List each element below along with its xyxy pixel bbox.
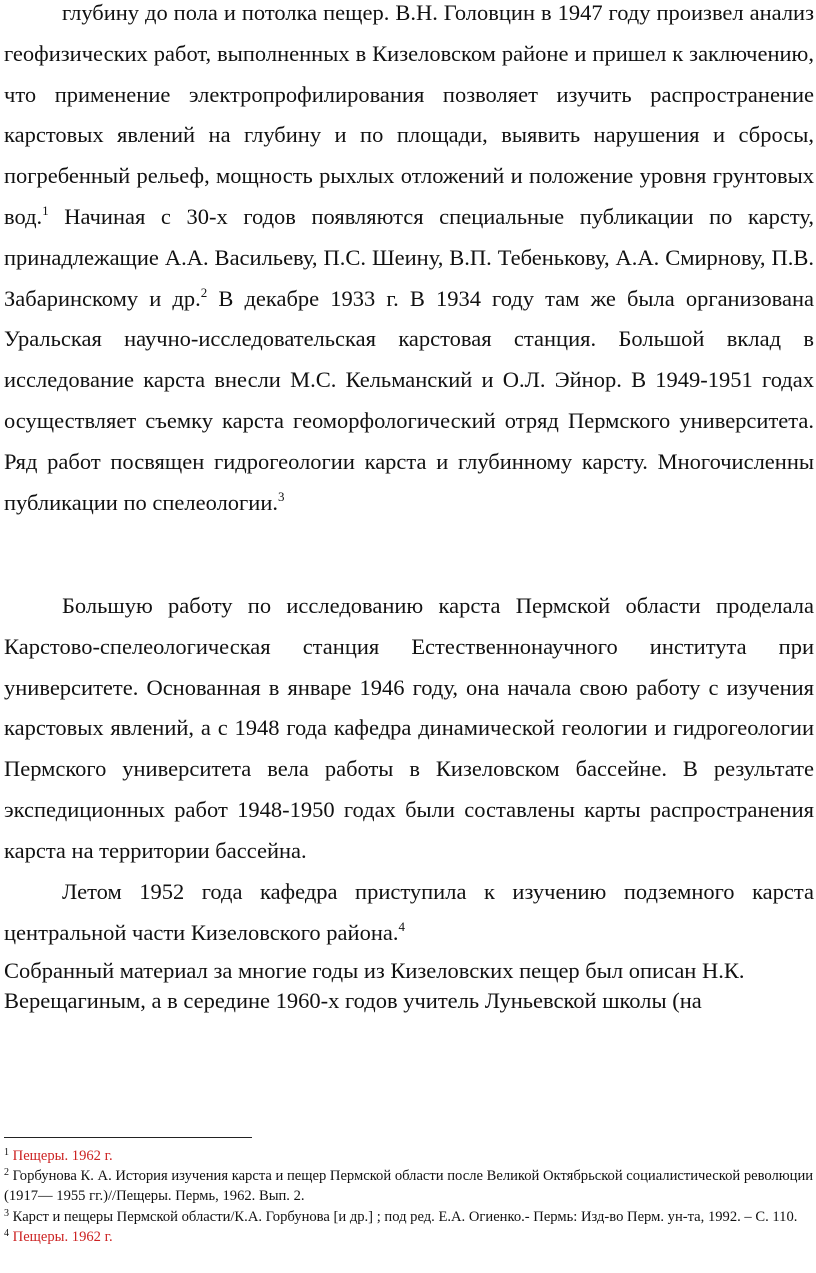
paragraph-3-text: Летом 1952 года кафедра приступила к изучению подземного карста центральной части Кизеловского района.	[4, 879, 814, 945]
footnote-ref-2[interactable]: 2	[200, 284, 208, 300]
footnote-1	[4, 1146, 814, 1166]
paragraph-2: Большую работу по исследованию карста Пермской области проделала Карстово-спелеологическая станция Естественнонаучного института при университете. Основанная в январе 1946 году, она начала свою работу с изучения карстовых явлений, а с 1948 года кафедра динамической геологии и гидрогеологии Пермского университета вела работы в Кизеловском бассейне. В результате экспедиционных работ 1948-1950 годах были составлены карты распространения карста на территории бассейна.	[4, 593, 814, 863]
paragraph-1-text-b: Начиная с 30-х годов появляются специальные публикации по карсту, принадлежащие А.А. Васильеву, П.С. Шеину, В.П. Тебенькову, А.А. Смирнову, П.В. Забаринскому и др.	[4, 203, 814, 311]
footnote-text: Горбунова К. А. История изучения карста и пещер Пермской области после Великой Октябрьской социалистической революции (1917— 1955 гг.)//Пещеры. Пермь, 1962. Вып. 2.	[4, 1168, 814, 1205]
footnote-number: 4	[4, 1227, 9, 1239]
footnote-ref-3[interactable]: 3	[278, 488, 285, 504]
footnote-4	[4, 1227, 814, 1247]
footnote-number: 3	[4, 1207, 9, 1219]
paragraph-1-text-a: глубину до пола и потолка пещер. В.Н. Головцин в 1947 году произвел анализ геофизических работ, выполненных в Кизеловском районе и пришел к заключению, что применение электропрофилирования позволяет изучить распространение карстовых явлений на глубину и по площади, выявить нарушения и сбросы, погребенный рельеф, мощность рыхлых отложений и положение уровня грунтовых вод.	[4, 0, 814, 229]
footnote-separator	[4, 1137, 252, 1138]
footnote-text: Карст и пещеры Пермской области/К.А. Горбунова [и др.] ; под ред. Е.А. Огиенко.- Пермь: Изд-во Перм. ун-та, 1992. – С. 110.	[12, 1208, 798, 1225]
footnote-ref-4[interactable]: 4	[398, 918, 405, 934]
footnote-number: 2	[4, 1167, 9, 1179]
footnote-number: 1	[4, 1147, 9, 1158]
footnote-text[interactable]: Пещеры. 1962 г.	[12, 1148, 113, 1164]
footnote-text[interactable]: Пещеры. 1962 г.	[12, 1228, 113, 1245]
footnote-2	[4, 1166, 814, 1206]
paragraph-1	[4, 0, 814, 523]
footnotes	[4, 1146, 814, 1247]
paragraph-1-text-c: В декабре 1933 г. В 1934 году там же была организована Уральская научно-исследовательская карстовая станция. Большой вклад в исследование карста внесли М.С. Кельманский и О.Л. Эйнор. В 1949-1951 годах осуществляет съемку карста геоморфологический отряд Пермского университета. Ряд работ посвящен гидрогеологии карста и глубинному карсту. Многочисленны публикации по спелеологии.	[4, 285, 814, 515]
paragraph-3	[4, 872, 814, 954]
footnote-3	[4, 1207, 814, 1227]
footnote-ref-1[interactable]: 1	[42, 202, 49, 218]
paragraph-4: Собранный материал за многие годы из Кизеловских пещер был описан Н.К. Верещагиным, а в середине 1960-х годов учитель Луньевской школы (на	[4, 958, 745, 1013]
